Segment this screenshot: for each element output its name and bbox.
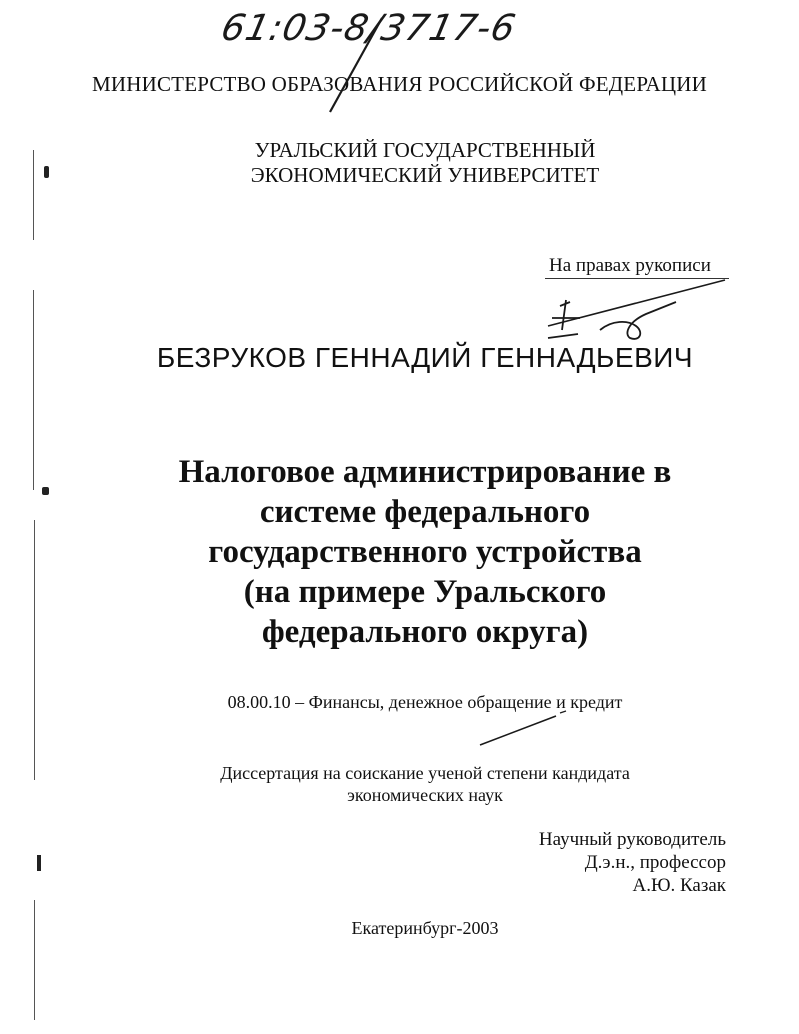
university-line-2: ЭКОНОМИЧЕСКИЙ УНИВЕРСИТЕТ	[250, 163, 600, 187]
archive-code: 61:03-8/3717-6	[217, 8, 520, 49]
rights-note: На правах рукописи	[549, 255, 711, 276]
title-line-4: (на примере Уральского	[243, 574, 607, 610]
rights-note-underline	[545, 278, 729, 279]
advisor-name: А.Ю. Казак	[632, 875, 726, 896]
university-name	[0, 138, 799, 188]
scan-margin-mark	[37, 855, 41, 871]
dissertation-degree	[0, 762, 799, 806]
title-line-1: Налоговое администрирование в	[178, 454, 672, 490]
degree-line-2: экономических наук	[347, 785, 503, 805]
city-year: Екатеринбург-2003	[351, 918, 499, 938]
ministry-heading: МИНИСТЕРСТВО ОБРАЗОВАНИЯ РОССИЙСКОЙ ФЕДЕРАЦИИ	[91, 72, 707, 96]
title-line-3: государственного устройства	[208, 534, 642, 570]
advisor-degree: Д.э.н., профессор	[584, 852, 726, 873]
scientific-advisor	[539, 828, 726, 897]
author-name: БЕЗРУКОВ ГЕННАДИЙ ГЕННАДЬЕВИЧ	[156, 342, 694, 373]
title-line-2: системе федерального	[259, 494, 591, 530]
dissertation-title	[0, 452, 799, 652]
degree-line-1: Диссертация на соискание ученой степени кандидата	[220, 763, 630, 783]
university-line-1: УРАЛЬСКИЙ ГОСУДАРСТВЕННЫЙ	[254, 138, 596, 162]
title-line-5: федерального округа)	[261, 614, 589, 650]
specialty-code: 08.00.10 – Финансы, денежное обращение и кредит	[227, 692, 623, 712]
advisor-role: Научный руководитель	[538, 829, 726, 850]
